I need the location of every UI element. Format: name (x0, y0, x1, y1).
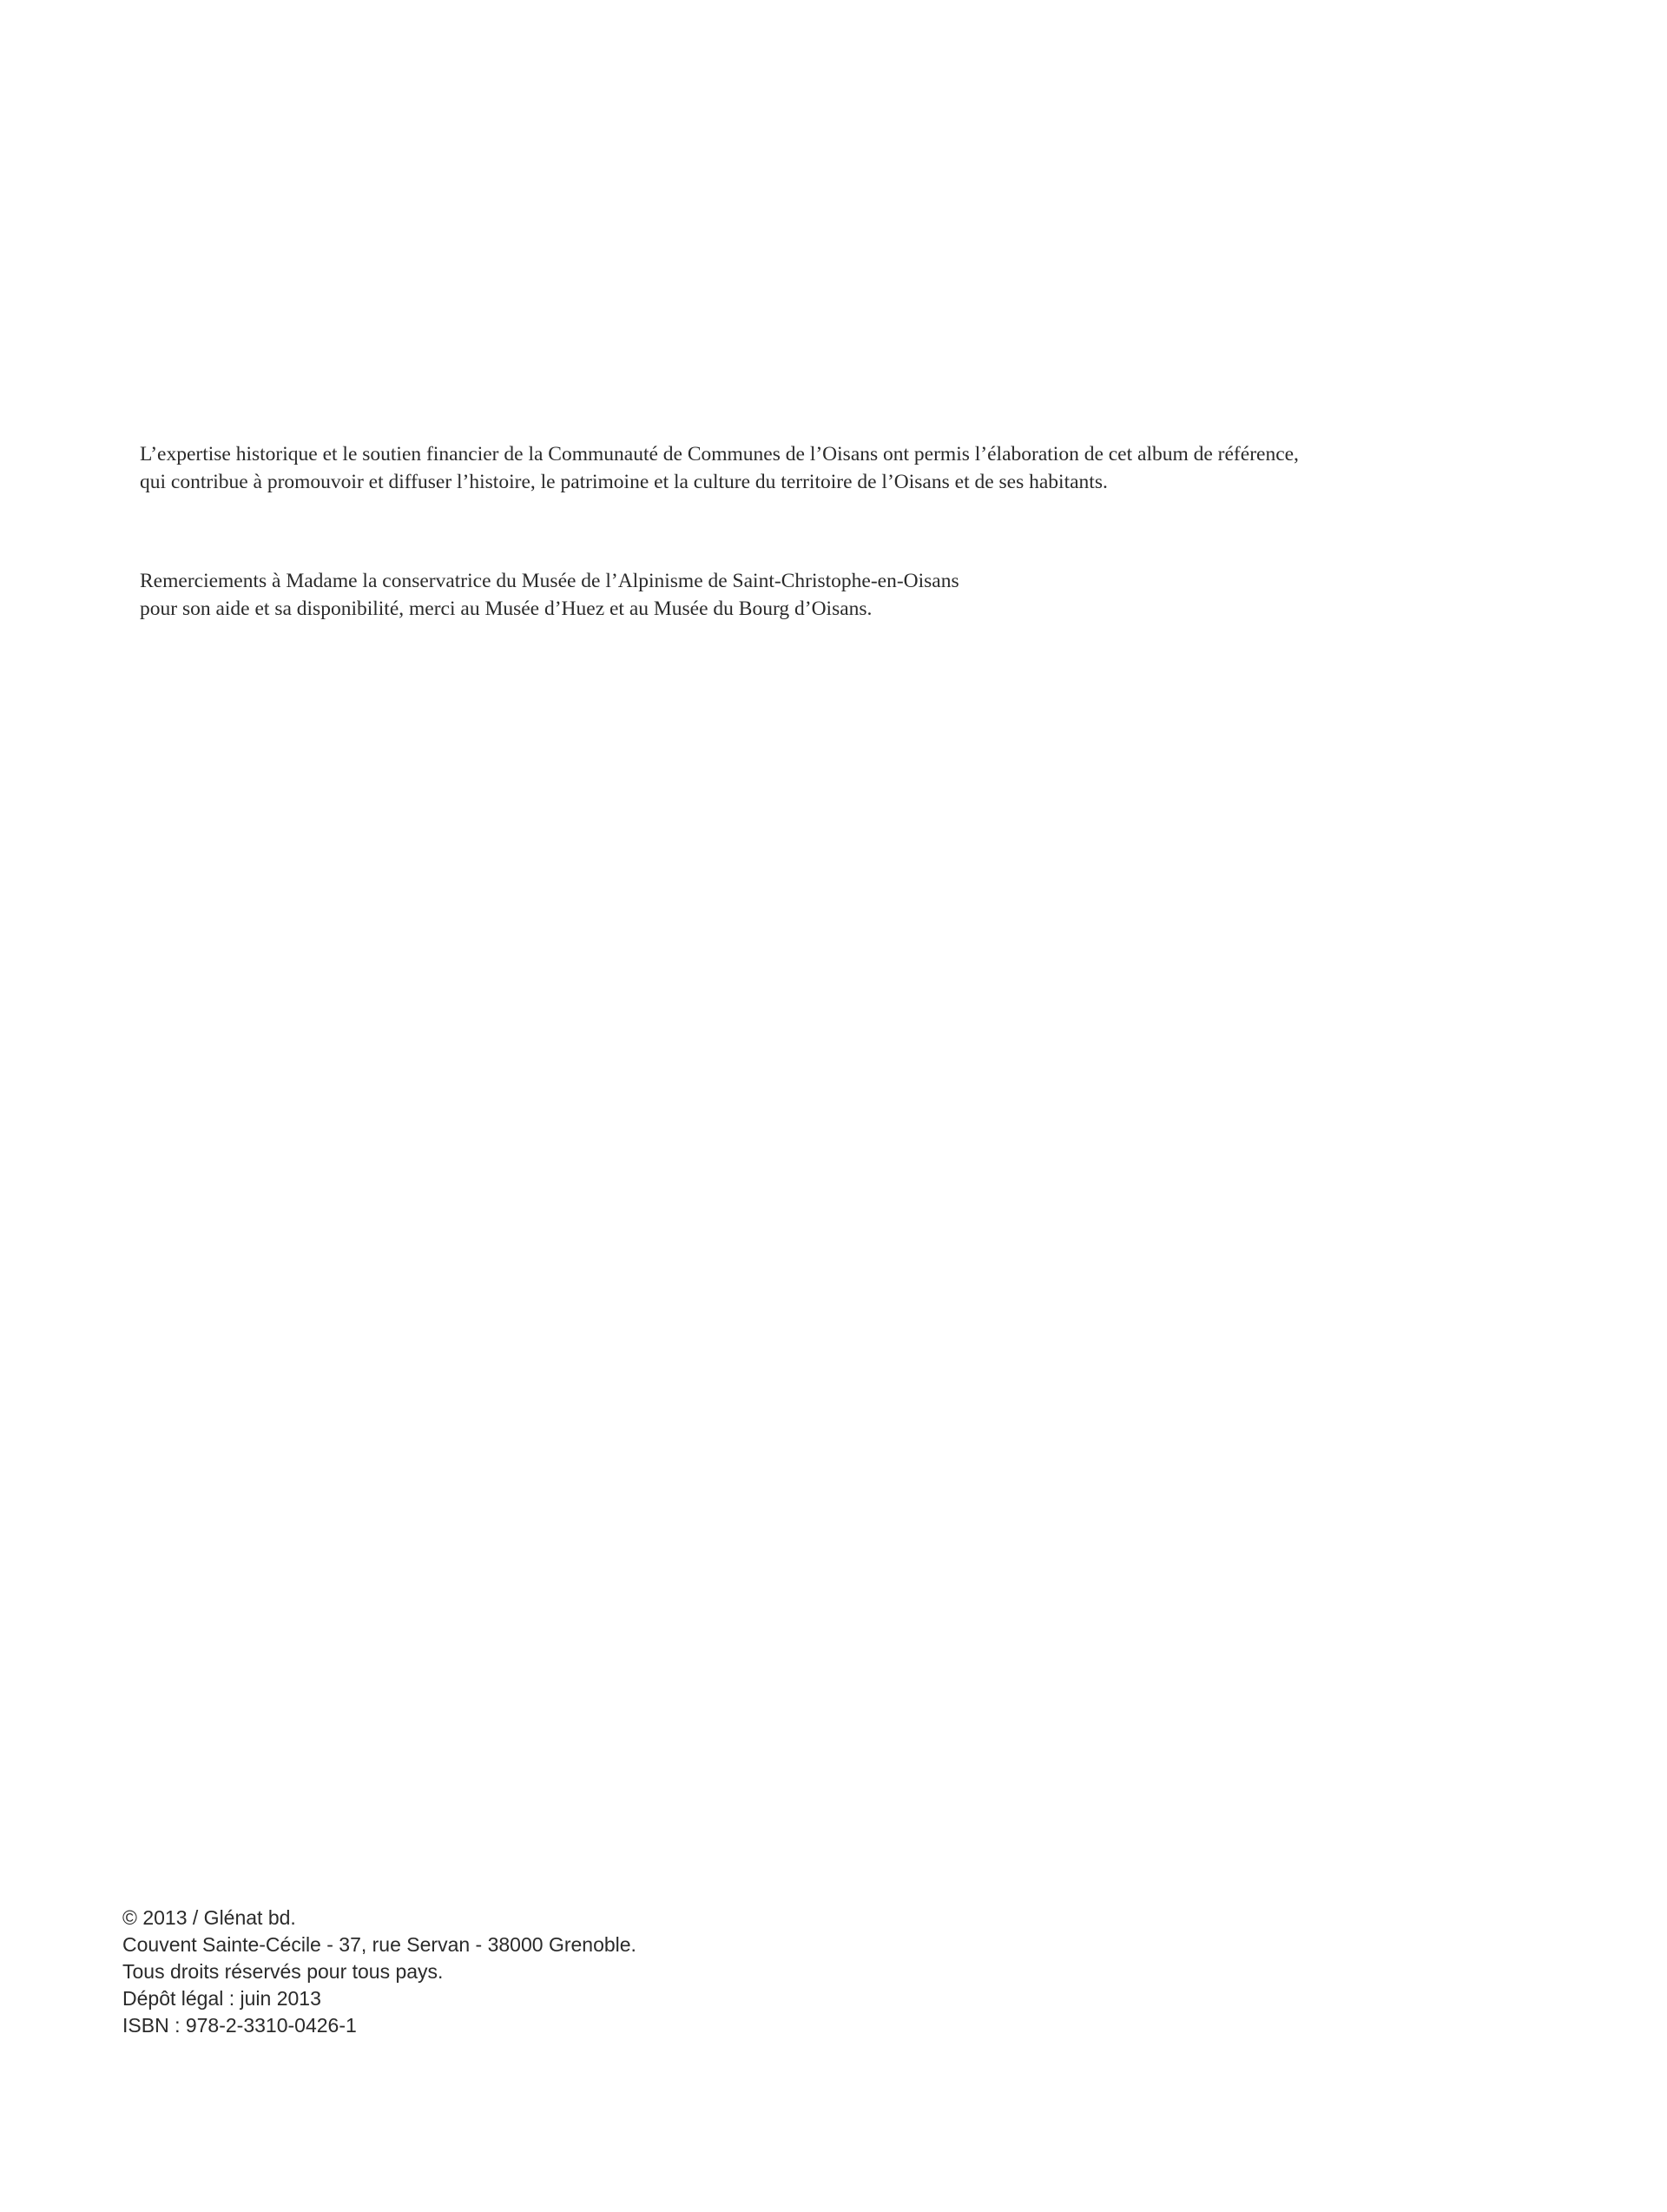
isbn: ISBN : 978-2-3310-0426-1 (122, 2014, 357, 2037)
colophon (122, 1905, 636, 2039)
rights-notice: Tous droits réservés pour tous pays. (122, 1960, 444, 1983)
copyright-line: © 2013 / Glénat bd. (122, 1906, 296, 1929)
acknowledgement-paragraph-museums (140, 567, 959, 623)
text-line: pour son aide et sa disponibilité, merci au Musée d’Huez et au Musée du Bourg d’Oisans. (140, 598, 873, 620)
legal-deposit: Dépôt légal : juin 2013 (122, 1987, 321, 2010)
publisher-address: Couvent Sainte-Cécile - 37, rue Servan - 38000 Grenoble. (122, 1933, 636, 1956)
text-line: L’expertise historique et le soutien financier de la Communauté de Communes de l’Oisans ont permis l’élaboration de cet album de référence, (140, 443, 1299, 466)
acknowledgement-paragraph-community (140, 440, 1299, 496)
text-line: Remerciements à Madame la conservatrice du Musée de l’Alpinisme de Saint-Christophe-en-Oisans (140, 570, 959, 592)
text-line: qui contribue à promouvoir et diffuser l’histoire, le patrimoine et la culture du territoire de l’Oisans et de ses habitants. (140, 471, 1108, 493)
